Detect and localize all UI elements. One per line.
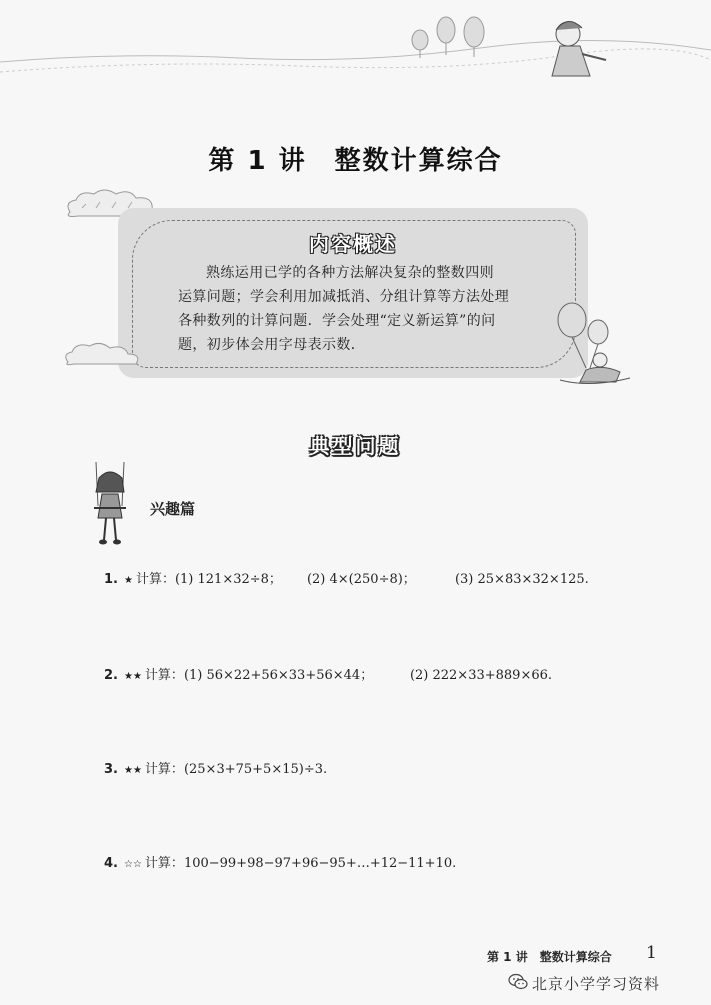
footer-chapter-number: 第 1 讲 xyxy=(487,950,528,964)
tree-icon xyxy=(437,17,455,55)
footer-chapter-label xyxy=(487,948,612,965)
top-decoration-illustration xyxy=(0,0,711,110)
overview-line: 运算问题；学会利用加减抵消、分组计算等方法处理 xyxy=(178,289,510,305)
problem-number: 3. xyxy=(104,762,118,777)
overview-heading: 内容概述 xyxy=(309,232,397,256)
problem-prefix: 计算： xyxy=(144,856,184,871)
problem-item xyxy=(104,664,552,683)
swing-girl-illustration xyxy=(84,462,134,548)
problem-item xyxy=(104,758,327,777)
overview-line: 题，初步体会用字母表示数． xyxy=(178,337,366,353)
section-header: 典型问题 xyxy=(309,434,402,458)
problem-part: 100−99+98−97+96−95+…+12−11+10. xyxy=(183,856,457,871)
difficulty-stars: ★★ xyxy=(123,671,142,682)
overview-line: 各种数列的计算问题．学会处理“定义新运算”的问 xyxy=(178,313,496,329)
cloud-icon xyxy=(62,340,142,368)
problem-number: 1. xyxy=(104,572,118,587)
page-number: 1 xyxy=(646,943,657,963)
problem-item xyxy=(104,852,456,871)
problem-part: (2) 4×(250÷8)； xyxy=(306,572,416,587)
chapter-name: 整数计算综合 xyxy=(334,146,503,176)
chapter-number: 第 1 讲 xyxy=(208,146,307,176)
difficulty-stars: ★ xyxy=(123,575,133,586)
problem-part: (1) 121×32÷8； xyxy=(174,572,282,587)
girl-figure-icon xyxy=(552,21,606,76)
chapter-title xyxy=(0,140,711,177)
problem-number: 2. xyxy=(104,668,118,683)
sub-section-heading: 兴趣篇 xyxy=(150,500,196,518)
problem-number: 4. xyxy=(104,856,118,871)
problem-prefix: 计算： xyxy=(135,572,175,587)
problem-part: (3) 25×83×32×125. xyxy=(454,572,589,587)
difficulty-stars: ★★ xyxy=(123,765,142,776)
tree-icon xyxy=(464,17,484,57)
problem-part: (25×3+75+5×15)÷3. xyxy=(183,762,328,777)
wechat-icon xyxy=(508,973,528,991)
overview-line: 熟练运用已学的各种方法解决复杂的整数四则 xyxy=(206,265,494,281)
problem-item xyxy=(104,568,589,587)
footer-chapter-title: 整数计算综合 xyxy=(539,950,612,964)
problem-part: (2) 222×33+889×66. xyxy=(409,668,553,683)
problem-prefix: 计算： xyxy=(144,762,184,777)
balloon-girl-illustration xyxy=(540,298,636,390)
problem-prefix: 计算： xyxy=(144,668,184,683)
problem-part: (1) 56×22+56×33+56×44； xyxy=(183,668,374,683)
difficulty-stars: ☆☆ xyxy=(123,859,142,870)
watermark-text: 北京小学学习资料 xyxy=(532,975,661,993)
overview-text xyxy=(178,261,523,357)
